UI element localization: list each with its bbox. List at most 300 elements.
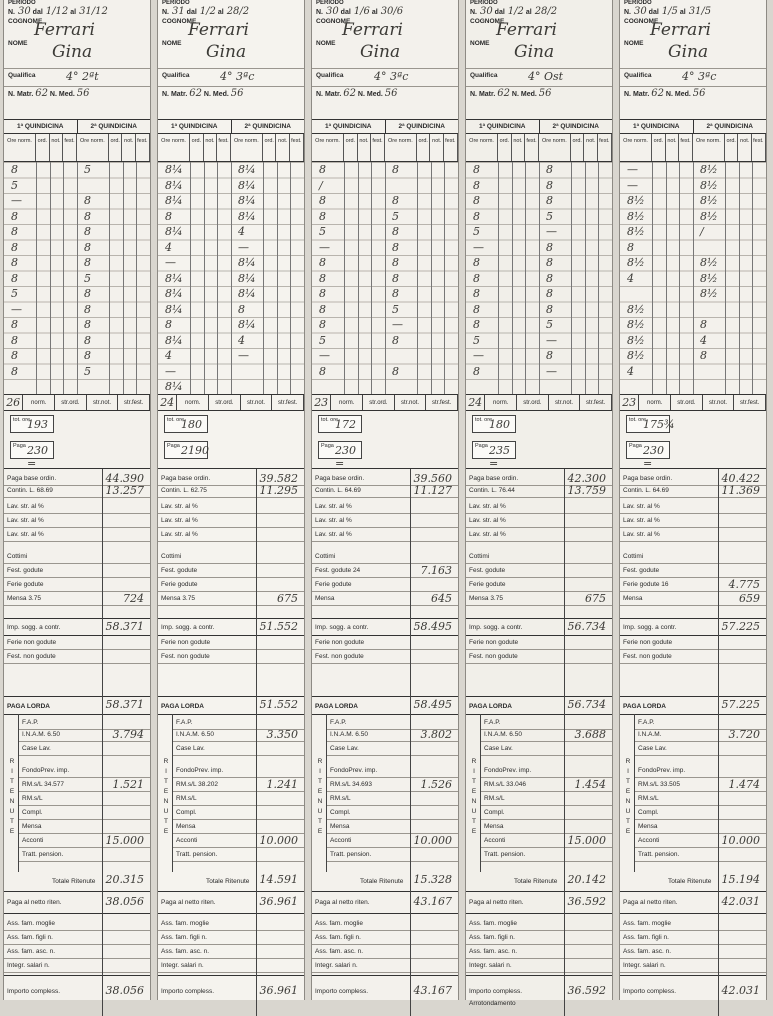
divider xyxy=(158,563,304,564)
netto-section xyxy=(158,892,304,914)
col-head: Ore norm. xyxy=(312,134,344,161)
col-head: Ore norm. xyxy=(539,134,571,161)
importo-section xyxy=(312,976,458,1016)
slip-header xyxy=(4,0,150,120)
grid-line xyxy=(290,162,291,394)
totals-row xyxy=(158,395,304,411)
period-line xyxy=(162,6,249,17)
divider xyxy=(4,541,150,542)
col-head: fest. xyxy=(136,134,150,161)
grid-line xyxy=(109,162,110,394)
assegni-section xyxy=(620,914,766,976)
q1-hours: 8 xyxy=(473,271,480,285)
divider xyxy=(4,930,150,931)
earning-label: Fest. godute 24 xyxy=(315,567,361,574)
q2-hours: 8 xyxy=(546,194,553,207)
divider xyxy=(158,86,304,87)
divider xyxy=(4,563,150,564)
assegni-label: Ass. fam. figli n. xyxy=(161,934,207,941)
column-header xyxy=(4,134,150,162)
q2-hours: 8¼ xyxy=(238,163,256,176)
q2-hours: 8 xyxy=(84,287,91,300)
q1-hours: 8¼ xyxy=(165,163,183,176)
q1-label: 1ª QUINDICINA xyxy=(466,120,540,133)
divider xyxy=(4,635,150,636)
q2-hours: 8½ xyxy=(700,178,718,192)
ritenuta-value: 1.521 xyxy=(112,778,144,791)
q2-label: 2ª QUINDICINA xyxy=(706,123,753,130)
paga-lorda-value: 56.734 xyxy=(567,698,606,711)
q2-hours: 5 xyxy=(546,318,553,331)
earning-label: Fest. godute xyxy=(161,567,198,574)
matr-label: N. Matr. xyxy=(316,91,344,98)
n-label: N. xyxy=(470,9,477,16)
paga-label: Paga xyxy=(629,443,642,449)
q1-hours: 8¼ xyxy=(165,302,183,316)
str-not-label: str.not. xyxy=(241,395,273,410)
earning-label: Lav. str. al % xyxy=(7,517,44,524)
q2-hours: 8 xyxy=(700,318,707,331)
col-sep xyxy=(326,714,327,872)
col-head: fest. xyxy=(598,134,612,161)
matr-value: 62 xyxy=(497,88,510,99)
grid-line xyxy=(136,162,137,394)
netto-value: 36.961 xyxy=(259,895,298,908)
ritenuta-label: F.A.P. xyxy=(22,719,39,726)
divider xyxy=(4,649,150,650)
nome-label: NOME xyxy=(470,40,490,47)
q2-hours: 4 xyxy=(238,333,245,347)
tot-ore-label: tot. ore xyxy=(167,417,185,423)
earning-label: Mensa xyxy=(623,595,643,602)
divider xyxy=(158,930,304,931)
assegni-label: Ass. fam. asc. n. xyxy=(469,948,518,955)
q1-hours: 8¼ xyxy=(165,287,183,300)
med-value: 56 xyxy=(384,88,398,99)
ritenuta-label: Mensa xyxy=(330,823,350,830)
col-head: fest. xyxy=(679,134,693,161)
q1-hours: 8 xyxy=(319,194,326,207)
ritenuta-label: Acconti xyxy=(484,837,506,844)
divider xyxy=(4,68,150,69)
med-label: N. Med. xyxy=(509,91,539,98)
qualifica-label: Qualifica xyxy=(316,72,344,79)
divider xyxy=(4,972,150,973)
qualifica-label: Qualifica xyxy=(8,72,36,79)
paga-value: 230 = xyxy=(27,444,48,470)
imp-sogg-value: 56.734 xyxy=(567,620,606,633)
grid-line xyxy=(571,162,572,394)
q2-hours: 8¼ xyxy=(238,318,256,331)
q2-hours: 8½ xyxy=(700,163,718,176)
imp-sogg-label: Imp. sogg. a contr. xyxy=(161,624,215,631)
grid-line xyxy=(371,162,372,394)
divider xyxy=(312,635,458,636)
netto-section xyxy=(620,892,766,914)
paga-lorda-label: PAGA LORDA xyxy=(161,703,204,710)
str-fest-label: str.fest. xyxy=(580,395,612,410)
divider xyxy=(326,805,458,806)
ritenute-section xyxy=(620,697,766,892)
divider xyxy=(620,944,766,945)
netto-value: 42.031 xyxy=(721,895,760,908)
totale-rit-value: 15.328 xyxy=(413,873,452,886)
q2-hours: — xyxy=(546,225,557,238)
earning-label: Ferie godute xyxy=(161,581,198,588)
assegni-label: Ass. fam. figli n. xyxy=(469,934,515,941)
q1-hours: 8½ xyxy=(627,225,645,238)
col-sep xyxy=(256,892,257,914)
assegni-label: Ass. fam. asc. n. xyxy=(623,948,672,955)
q1-hours: 8 xyxy=(11,240,18,254)
paga-value: 230 = xyxy=(335,444,356,470)
ritenuta-label: FondoPrev. imp. xyxy=(638,767,686,774)
q2-hours: 8 xyxy=(84,302,91,316)
divider xyxy=(620,497,766,498)
tot-ore-section xyxy=(620,411,766,469)
divider xyxy=(466,497,612,498)
imp-sogg-value: 57.225 xyxy=(721,620,760,633)
ferie-non-label: Ferie non godute xyxy=(315,639,365,646)
ritenute-section xyxy=(4,697,150,892)
qualifica-value: 4° Ost xyxy=(528,70,564,83)
slip-header xyxy=(312,0,458,120)
earning-label: Fest. godute xyxy=(469,567,506,574)
col-head: ord. xyxy=(36,134,50,161)
divider xyxy=(158,714,304,715)
divider xyxy=(312,541,458,542)
netto-section xyxy=(312,892,458,914)
earning-value: 645 xyxy=(431,592,452,605)
norm-label: norm. xyxy=(177,395,209,410)
q2-hours: 8 xyxy=(84,333,91,347)
str-not-label: str.not. xyxy=(395,395,427,410)
str-fest-label: str.fest. xyxy=(734,395,766,410)
earning-label: Lav. str. al % xyxy=(315,531,352,538)
netto-value: 38.056 xyxy=(105,895,144,908)
earning-value: 40.422 xyxy=(721,472,760,485)
q1-hours: 8½ xyxy=(627,256,645,269)
earnings-section xyxy=(312,469,458,619)
earning-value: 675 xyxy=(277,592,298,605)
ritenuta-label: RM.s/L xyxy=(22,795,43,802)
earning-value: 11.127 xyxy=(413,484,452,497)
ritenuta-label: I.N.A.M. 6.50 xyxy=(484,731,522,738)
norm-days: 26 xyxy=(4,395,23,410)
divider xyxy=(620,541,766,542)
qualifica-label: Qualifica xyxy=(624,72,652,79)
ritenuta-label: RM.s/L 38.202 xyxy=(176,781,219,788)
period-line xyxy=(8,6,108,17)
earning-label: Fest. godute xyxy=(623,567,660,574)
earning-label: Lav. str. al % xyxy=(161,503,198,510)
ritenuta-label: Mensa xyxy=(176,823,196,830)
earning-label: Cottimi xyxy=(315,553,336,560)
earning-value: 13.759 xyxy=(567,484,606,497)
q1-hours: 8 xyxy=(627,240,634,254)
col-sep xyxy=(564,892,565,914)
divider xyxy=(172,741,304,742)
earning-value: 39.560 xyxy=(413,472,452,485)
paga-label: Paga xyxy=(13,443,26,449)
med-value: 56 xyxy=(538,88,552,99)
q2-hours: 8 xyxy=(84,256,91,269)
totale-rit-label: Totale Ritenute xyxy=(52,878,96,885)
q2-hours: 8¼ xyxy=(238,256,256,269)
totale-rit-label: Totale Ritenute xyxy=(360,878,404,885)
ritenuta-value: 10.000 xyxy=(413,834,452,847)
q1-label: 1ª QUINDICINA xyxy=(620,120,694,133)
ritenuta-value: 3.688 xyxy=(574,728,606,741)
slip-header xyxy=(620,0,766,120)
tot-ore-section xyxy=(4,411,150,469)
ritenuta-label: RM.s/L xyxy=(638,795,659,802)
nome-label: NOME xyxy=(8,40,28,47)
tot-ore-value: 180 xyxy=(181,418,202,431)
divider xyxy=(620,635,766,636)
q1-hours: 5 xyxy=(11,287,18,300)
earning-label: Mensa 3.75 xyxy=(469,595,503,602)
q1-hours: / xyxy=(319,178,323,192)
ritenuta-label: RM.s/L xyxy=(330,795,351,802)
importo-value: 38.056 xyxy=(105,984,144,997)
ritenuta-value: 15.000 xyxy=(105,834,144,847)
divider xyxy=(466,513,612,514)
divider xyxy=(312,68,458,69)
tot-ore-box xyxy=(10,415,54,433)
hours-grid xyxy=(620,162,766,395)
period-to: 31/12 xyxy=(79,6,108,17)
period-from: 1/2 xyxy=(507,6,524,17)
al-label: al xyxy=(215,9,224,16)
q2-hours: 8¼ xyxy=(238,194,256,207)
grid-line xyxy=(725,162,726,394)
tot-ore-value: 193 xyxy=(27,418,48,431)
matr-value: 62 xyxy=(189,88,202,99)
col-sep xyxy=(102,976,103,1016)
q2-hours: — xyxy=(546,364,557,378)
col-head: Ore norm. xyxy=(4,134,36,161)
qualifica-label: Qualifica xyxy=(470,72,498,79)
q1-hours: 8¼ xyxy=(165,225,183,238)
grid-line xyxy=(498,162,499,394)
periodo-label: PERIODO xyxy=(316,0,344,6)
assegni-label: Integr. salari n. xyxy=(469,962,512,969)
earning-label: Cottimi xyxy=(7,553,28,560)
col-head: Ore norm. xyxy=(231,134,263,161)
q2-hours: 5 xyxy=(392,302,399,316)
tot-ore-label: tot. ore xyxy=(13,417,31,423)
col-sep xyxy=(564,619,565,697)
q2-hours: 8¼ xyxy=(238,271,256,285)
q1-hours: 8 xyxy=(473,364,480,378)
earning-value: 13.257 xyxy=(105,484,144,497)
divider xyxy=(312,944,458,945)
ritenuta-label: RM.s/L xyxy=(176,795,197,802)
q1-label: 1ª QUINDICINA xyxy=(158,120,232,133)
grid-line xyxy=(444,162,445,394)
divider xyxy=(18,847,150,848)
period-line xyxy=(470,6,557,17)
qualifica-label: Qualifica xyxy=(162,72,190,79)
q2-label: 2ª QUINDICINA xyxy=(398,123,445,130)
grid-line xyxy=(417,162,418,394)
surname-value: Ferrari xyxy=(34,20,95,40)
importo-label: Importo compless. xyxy=(161,988,215,995)
q2-label: 2ª QUINDICINA xyxy=(552,123,599,130)
assegni-section xyxy=(4,914,150,976)
assegni-label: Ass. fam. asc. n. xyxy=(315,948,364,955)
payslip-4 xyxy=(465,0,613,1007)
quindicina-header xyxy=(312,120,458,134)
ritenuta-label: I.N.A.M. 6.50 xyxy=(22,731,60,738)
dal-label: dal xyxy=(492,9,505,16)
assegni-label: Ass. fam. moglie xyxy=(161,920,210,927)
divider xyxy=(326,741,458,742)
dal-label: dal xyxy=(30,9,43,16)
q1-hours: 4 xyxy=(627,271,634,285)
q1-hours: 8 xyxy=(319,271,326,285)
col-sep xyxy=(718,892,719,914)
col-head: not. xyxy=(430,134,444,161)
slip-number: 30 xyxy=(326,6,339,17)
grid-line xyxy=(344,162,345,394)
imp-sogg-label: Imp. sogg. a contr. xyxy=(7,624,61,631)
grid-line xyxy=(123,162,124,394)
grid-line xyxy=(36,162,37,394)
col-head: fest. xyxy=(444,134,458,161)
slip-header xyxy=(158,0,304,120)
paga-lorda-label: PAGA LORDA xyxy=(7,703,50,710)
cognome-label: COGNOME xyxy=(162,18,197,25)
q2-hours: — xyxy=(238,349,249,362)
earning-label: Contin. L. 64.69 xyxy=(623,487,669,494)
q1-hours: 8 xyxy=(473,178,480,192)
imponibile-section xyxy=(4,619,150,697)
q1-hours: 8 xyxy=(11,318,18,331)
nome-label: NOME xyxy=(624,40,644,47)
dal-label: dal xyxy=(184,9,197,16)
med-label: N. Med. xyxy=(355,91,385,98)
q1-hours: — xyxy=(165,364,176,378)
paga-box xyxy=(472,441,516,470)
earning-value: 724 xyxy=(123,592,144,605)
q2-hours: 8 xyxy=(84,318,91,331)
totale-rit-value: 20.315 xyxy=(105,873,144,886)
med-label: N. Med. xyxy=(663,91,693,98)
imp-sogg-value: 51.552 xyxy=(259,620,298,633)
divider xyxy=(634,847,766,848)
col-sep xyxy=(564,697,565,892)
col-head: ord. xyxy=(263,134,277,161)
column-header xyxy=(158,134,304,162)
col-sep xyxy=(256,697,257,892)
assegni-section xyxy=(466,914,612,976)
tot-ore-label: tot. ore xyxy=(629,417,647,423)
imponibile-section xyxy=(466,619,612,697)
q1-hours: 8¼ xyxy=(165,271,183,285)
ritenuta-label: I.N.A.M. 6.50 xyxy=(176,731,214,738)
importo-section xyxy=(466,976,612,1016)
divider xyxy=(158,497,304,498)
col-sep xyxy=(410,892,411,914)
norm-label: norm. xyxy=(639,395,671,410)
imponibile-section xyxy=(620,619,766,697)
paga-box xyxy=(164,441,208,459)
grid-line xyxy=(277,162,278,394)
earning-label: Cottimi xyxy=(469,553,490,560)
grid-line xyxy=(231,162,232,394)
firstname-value: Gina xyxy=(360,42,401,62)
str-not-label: str.not. xyxy=(703,395,735,410)
earning-label: Lav. str. al % xyxy=(623,503,660,510)
ritenute-section xyxy=(158,697,304,892)
paga-label: Paga xyxy=(321,443,334,449)
ritenuta-label: RM.s/L 33.505 xyxy=(638,781,681,788)
ritenuta-label: FondoPrev. imp. xyxy=(22,767,70,774)
str-fest-label: str.fest. xyxy=(118,395,150,410)
divider xyxy=(466,577,612,578)
ritenuta-label: Mensa xyxy=(638,823,658,830)
col-head: fest. xyxy=(752,134,766,161)
assegni-label: Integr. salari n. xyxy=(7,962,50,969)
earning-label: Lav. str. al % xyxy=(469,517,506,524)
str-ord-label: str.ord. xyxy=(55,395,87,410)
col-head: fest. xyxy=(290,134,304,161)
qualifica-value: 4° 3ªc xyxy=(220,70,255,83)
str-ord-label: str.ord. xyxy=(671,395,703,410)
str-not-label: str.not. xyxy=(87,395,119,410)
q1-hours: 8 xyxy=(11,349,18,362)
ritenuta-label: RM.s/L 34.577 xyxy=(22,781,65,788)
matricola-line xyxy=(470,88,610,99)
earnings-section xyxy=(4,469,150,619)
q2-hours: — xyxy=(546,333,557,347)
divider xyxy=(466,944,612,945)
col-sep xyxy=(410,976,411,1016)
earning-label: Contin. L. 62.75 xyxy=(161,487,207,494)
ritenuta-label: Case Lav. xyxy=(330,745,359,752)
ritenute-vertical-label: R I T E N U T E xyxy=(163,758,169,835)
grid-line xyxy=(585,162,586,394)
earnings-section xyxy=(620,469,766,619)
q1-hours: 8 xyxy=(11,163,18,176)
imp-sogg-value: 58.495 xyxy=(413,620,452,633)
q1-hours: 8½ xyxy=(627,318,645,331)
q1-hours: 8 xyxy=(11,271,18,285)
col-sep xyxy=(718,697,719,892)
col-head: fest. xyxy=(217,134,231,161)
q1-hours: 8 xyxy=(165,318,172,331)
divider xyxy=(620,68,766,69)
importo-section xyxy=(620,976,766,1016)
q2-hours: 5 xyxy=(392,209,399,223)
q1-hours: 8 xyxy=(11,256,18,269)
col-sep xyxy=(564,914,565,976)
ritenuta-label: Tratt. pension. xyxy=(484,851,526,858)
col-head: Ore norm. xyxy=(466,134,498,161)
q1-hours: 5 xyxy=(473,333,480,347)
q1-hours: — xyxy=(165,256,176,269)
col-sep xyxy=(102,697,103,892)
cognome-label: COGNOME xyxy=(470,18,505,25)
q2-hours: 8½ xyxy=(700,194,718,207)
payslip-1 xyxy=(3,0,151,1000)
assegni-label: Ass. fam. moglie xyxy=(7,920,56,927)
surname-value: Ferrari xyxy=(496,20,557,40)
periodo-label: PERIODO xyxy=(624,0,652,6)
period-to: 28/2 xyxy=(226,6,250,17)
